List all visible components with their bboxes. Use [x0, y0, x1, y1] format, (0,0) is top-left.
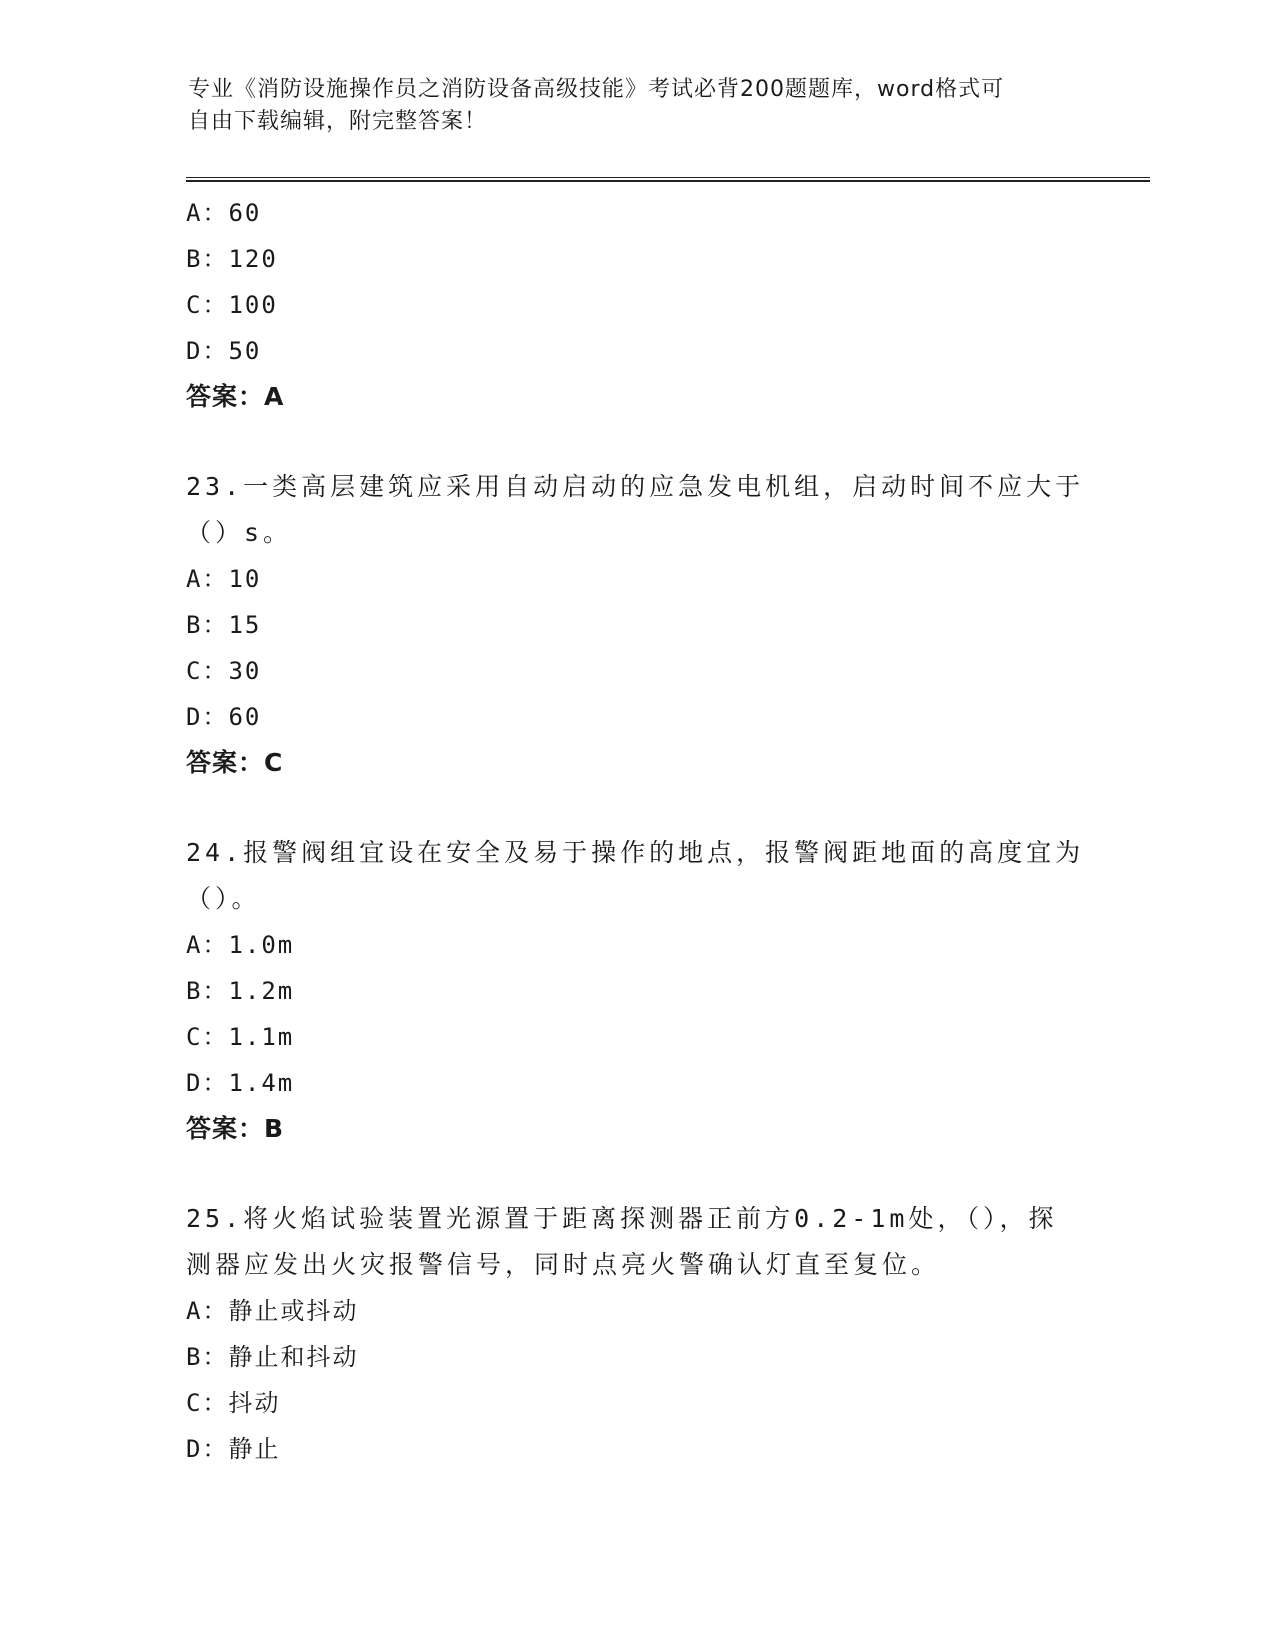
question-stem-line-2: 测器应发出火灾报警信号，同时点亮火警确认灯直至复位。	[186, 1250, 941, 1279]
question-25	[186, 1196, 1086, 1472]
option-c: C：30	[186, 657, 262, 685]
page-header	[188, 74, 1068, 138]
question-23	[186, 464, 1086, 786]
option-b: B：静止和抖动	[186, 1343, 359, 1371]
question-stem-line-1: 24.报警阀组宜设在安全及易于操作的地点，报警阀距地面的高度宜为	[186, 838, 1085, 867]
option-d: D：50	[186, 337, 262, 365]
option-b: B：1.2m	[186, 977, 295, 1005]
option-a: A：静止或抖动	[186, 1297, 359, 1325]
option-c: C：1.1m	[186, 1023, 295, 1051]
answer-line: 答案：C	[186, 748, 284, 777]
question-stem-line-1: 23.一类高层建筑应采用自动启动的应急发电机组，启动时间不应大于	[186, 472, 1085, 501]
question-stem-line-1: 25.将火焰试验装置光源置于距离探测器正前方0.2-1m处，（），探	[186, 1204, 1058, 1233]
option-a: A：60	[186, 199, 262, 227]
option-b: B：120	[186, 245, 278, 273]
option-d: D：60	[186, 703, 262, 731]
answer-line: 答案：B	[186, 1114, 285, 1143]
question-22	[186, 190, 1086, 420]
option-b: B：15	[186, 611, 262, 639]
option-a: A：1.0m	[186, 931, 295, 959]
option-c: C：100	[186, 291, 278, 319]
header-line-1: 专业《消防设施操作员之消防设备高级技能》考试必背200题题库，word格式可	[188, 77, 1005, 102]
header-divider	[186, 177, 1150, 182]
question-24	[186, 830, 1086, 1152]
question-stem-line-2: （）s。	[186, 518, 293, 547]
option-d: D：静止	[186, 1435, 281, 1463]
option-a: A：10	[186, 565, 262, 593]
answer-line: 答案：A	[186, 382, 285, 411]
question-content	[186, 190, 1086, 1472]
option-c: C：抖动	[186, 1389, 281, 1417]
header-line-2: 自由下载编辑，附完整答案！	[188, 109, 488, 134]
option-d: D：1.4m	[186, 1069, 295, 1097]
question-stem-line-2: （）。	[186, 884, 261, 913]
